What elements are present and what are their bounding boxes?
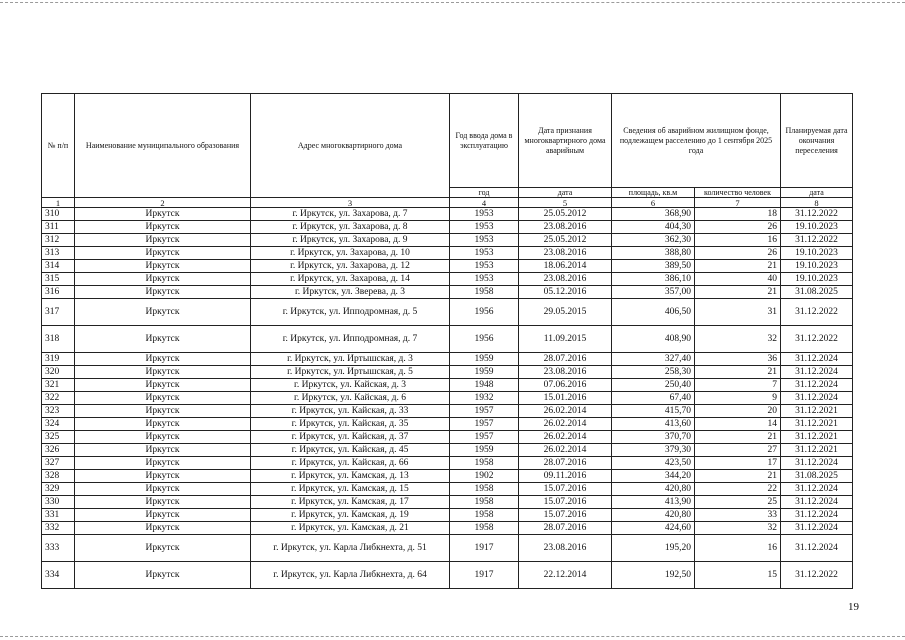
emergency-date-cell: 26.02.2014 [519,418,612,431]
end-date-cell: 31.12.2022 [781,562,853,589]
address-cell: г. Иркутск, ул. Кайская, д. 3 [251,379,450,392]
year-cell: 1932 [450,392,519,405]
row-number: 311 [42,221,75,234]
year-cell: 1959 [450,366,519,379]
table-row [42,483,853,496]
people-count-cell: 20 [695,405,781,418]
municipality-cell: Иркутск [75,392,251,405]
row-number: 327 [42,457,75,470]
column-number: 5 [519,198,612,208]
year-cell: 1917 [450,562,519,589]
area-cell: 424,60 [612,522,695,535]
table-row [42,353,853,366]
municipality-cell: Иркутск [75,535,251,562]
row-number: 326 [42,444,75,457]
emergency-date-cell: 09.11.2016 [519,470,612,483]
address-cell: г. Иркутск, ул. Камская, д. 13 [251,470,450,483]
end-date-cell: 31.12.2024 [781,535,853,562]
table-row [42,221,853,234]
row-number: 330 [42,496,75,509]
table-row [42,273,853,286]
municipality-cell: Иркутск [75,379,251,392]
year-cell: 1958 [450,457,519,470]
end-date-cell: 31.12.2021 [781,405,853,418]
year-cell: 1917 [450,535,519,562]
address-cell: г. Иркутск, ул. Карла Либкнехта, д. 64 [251,562,450,589]
people-count-cell: 33 [695,509,781,522]
year-cell: 1959 [450,353,519,366]
people-count-cell: 18 [695,208,781,221]
people-count-cell: 31 [695,299,781,326]
area-cell: 250,40 [612,379,695,392]
people-count-cell: 22 [695,483,781,496]
people-count-cell: 32 [695,326,781,353]
year-cell: 1956 [450,326,519,353]
emergency-date-cell: 23.08.2016 [519,535,612,562]
year-cell: 1958 [450,286,519,299]
area-cell: 379,30 [612,444,695,457]
subheader-area: площадь, кв.м [612,188,695,198]
address-cell: г. Иркутск, ул. Иртышская, д. 3 [251,353,450,366]
table-row [42,418,853,431]
municipality-cell: Иркутск [75,418,251,431]
municipality-cell: Иркутск [75,483,251,496]
area-cell: 420,80 [612,483,695,496]
header-municipality: Наименование муниципального образования [75,94,251,198]
row-number: 320 [42,366,75,379]
address-cell: г. Иркутск, ул. Захарова, д. 7 [251,208,450,221]
address-cell: г. Иркутск, ул. Зверева, д. 3 [251,286,450,299]
municipality-cell: Иркутск [75,522,251,535]
emergency-date-cell: 15.07.2016 [519,496,612,509]
address-cell: г. Иркутск, ул. Камская, д. 15 [251,483,450,496]
table-row [42,392,853,405]
end-date-cell: 19.10.2023 [781,247,853,260]
year-cell: 1958 [450,496,519,509]
address-cell: г. Иркутск, ул. Камская, д. 19 [251,509,450,522]
row-number: 318 [42,326,75,353]
emergency-date-cell: 15.01.2016 [519,392,612,405]
year-cell: 1948 [450,379,519,392]
people-count-cell: 21 [695,431,781,444]
year-cell: 1958 [450,522,519,535]
municipality-cell: Иркутск [75,457,251,470]
column-number: 3 [251,198,450,208]
address-cell: г. Иркутск, ул. Кайская, д. 66 [251,457,450,470]
emergency-date-cell: 25.05.2012 [519,208,612,221]
subheader-date: дата [519,188,612,198]
table-row [42,366,853,379]
emergency-date-cell: 07.06.2016 [519,379,612,392]
year-cell: 1959 [450,444,519,457]
page-number: 19 [848,601,859,613]
subheader-year: год [450,188,519,198]
address-cell: г. Иркутск, ул. Карла Либкнехта, д. 51 [251,535,450,562]
emergency-date-cell: 23.08.2016 [519,247,612,260]
table-row [42,286,853,299]
people-count-cell: 25 [695,496,781,509]
municipality-cell: Иркутск [75,208,251,221]
end-date-cell: 31.12.2024 [781,522,853,535]
municipality-cell: Иркутск [75,326,251,353]
column-number: 2 [75,198,251,208]
header-fund-info: Сведения об аварийном жилищном фонде, подлежащем расселению до 1 сентября 2025 года [612,94,781,188]
end-date-cell: 31.12.2024 [781,483,853,496]
area-cell: 192,50 [612,562,695,589]
year-cell: 1953 [450,247,519,260]
header-year-built: Год ввода дома в эксплуатацию [450,94,519,188]
municipality-cell: Иркутск [75,470,251,483]
end-date-cell: 31.12.2024 [781,353,853,366]
emergency-housing-table [41,93,853,589]
year-cell: 1953 [450,234,519,247]
municipality-cell: Иркутск [75,299,251,326]
emergency-date-cell: 26.02.2014 [519,431,612,444]
people-count-cell: 36 [695,353,781,366]
end-date-cell: 31.12.2024 [781,392,853,405]
table-row [42,326,853,353]
header-address: Адрес многоквартирного дома [251,94,450,198]
table-row [42,470,853,483]
address-cell: г. Иркутск, ул. Кайская, д. 45 [251,444,450,457]
address-cell: г. Иркутск, ул. Захарова, д. 10 [251,247,450,260]
year-cell: 1957 [450,418,519,431]
header-planned-end: Планируемая дата окончания переселения [781,94,853,188]
column-number: 1 [42,198,75,208]
end-date-cell: 31.08.2025 [781,470,853,483]
end-date-cell: 19.10.2023 [781,221,853,234]
people-count-cell: 7 [695,379,781,392]
table-row [42,431,853,444]
end-date-cell: 31.12.2021 [781,418,853,431]
area-cell: 362,30 [612,234,695,247]
table-row [42,535,853,562]
people-count-cell: 27 [695,444,781,457]
people-count-cell: 40 [695,273,781,286]
end-date-cell: 31.12.2021 [781,431,853,444]
table-body [42,208,853,589]
end-date-cell: 31.12.2022 [781,208,853,221]
table-row [42,457,853,470]
address-cell: г. Иркутск, ул. Захарова, д. 9 [251,234,450,247]
area-cell: 415,70 [612,405,695,418]
row-number: 329 [42,483,75,496]
row-number: 315 [42,273,75,286]
address-cell: г. Иркутск, ул. Кайская, д. 33 [251,405,450,418]
address-cell: г. Иркутск, ул. Захарова, д. 12 [251,260,450,273]
municipality-cell: Иркутск [75,431,251,444]
year-cell: 1953 [450,273,519,286]
year-cell: 1902 [450,470,519,483]
people-count-cell: 17 [695,457,781,470]
table-row [42,562,853,589]
row-number: 334 [42,562,75,589]
table-row [42,260,853,273]
area-cell: 406,50 [612,299,695,326]
address-cell: г. Иркутск, ул. Камская, д. 21 [251,522,450,535]
year-cell: 1953 [450,221,519,234]
year-cell: 1958 [450,483,519,496]
emergency-date-cell: 15.07.2016 [519,509,612,522]
emergency-date-cell: 23.08.2016 [519,273,612,286]
municipality-cell: Иркутск [75,273,251,286]
people-count-cell: 21 [695,286,781,299]
end-date-cell: 31.12.2022 [781,326,853,353]
address-cell: г. Иркутск, ул. Ипподромная, д. 7 [251,326,450,353]
table-row [42,444,853,457]
row-number: 323 [42,405,75,418]
emergency-date-cell: 29.05.2015 [519,299,612,326]
year-cell: 1957 [450,405,519,418]
emergency-date-cell: 23.08.2016 [519,221,612,234]
address-cell: г. Иркутск, ул. Иртышская, д. 5 [251,366,450,379]
end-date-cell: 19.10.2023 [781,273,853,286]
row-number: 322 [42,392,75,405]
year-cell: 1957 [450,431,519,444]
municipality-cell: Иркутск [75,286,251,299]
year-cell: 1953 [450,208,519,221]
municipality-cell: Иркутск [75,353,251,366]
table-row [42,522,853,535]
header-num: № п/п [42,94,75,198]
subheader-end-date: дата [781,188,853,198]
emergency-date-cell: 26.02.2014 [519,444,612,457]
people-count-cell: 14 [695,418,781,431]
address-cell: г. Иркутск, ул. Захарова, д. 14 [251,273,450,286]
column-number: 8 [781,198,853,208]
area-cell: 386,10 [612,273,695,286]
column-number: 6 [612,198,695,208]
table-row [42,247,853,260]
people-count-cell: 32 [695,522,781,535]
area-cell: 195,20 [612,535,695,562]
municipality-cell: Иркутск [75,444,251,457]
area-cell: 368,90 [612,208,695,221]
address-cell: г. Иркутск, ул. Камская, д. 17 [251,496,450,509]
municipality-cell: Иркутск [75,405,251,418]
municipality-cell: Иркутск [75,234,251,247]
scan-edge-bottom [0,636,905,637]
row-number: 333 [42,535,75,562]
municipality-cell: Иркутск [75,260,251,273]
end-date-cell: 31.12.2024 [781,457,853,470]
year-cell: 1956 [450,299,519,326]
emergency-date-cell: 28.07.2016 [519,353,612,366]
area-cell: 389,50 [612,260,695,273]
end-date-cell: 31.12.2024 [781,379,853,392]
end-date-cell: 31.12.2024 [781,366,853,379]
row-number: 317 [42,299,75,326]
area-cell: 408,90 [612,326,695,353]
table-row [42,496,853,509]
end-date-cell: 31.12.2022 [781,234,853,247]
address-cell: г. Иркутск, ул. Кайская, д. 37 [251,431,450,444]
people-count-cell: 9 [695,392,781,405]
end-date-cell: 31.12.2021 [781,444,853,457]
year-cell: 1958 [450,509,519,522]
header-emergency-date: Дата признания многоквартирного дома аварийным [519,94,612,188]
table-row [42,509,853,522]
emergency-date-cell: 23.08.2016 [519,366,612,379]
people-count-cell: 16 [695,535,781,562]
area-cell: 413,60 [612,418,695,431]
end-date-cell: 31.08.2025 [781,286,853,299]
area-cell: 327,40 [612,353,695,366]
emergency-date-cell: 18.06.2014 [519,260,612,273]
municipality-cell: Иркутск [75,247,251,260]
municipality-cell: Иркутск [75,509,251,522]
row-number: 328 [42,470,75,483]
area-cell: 404,30 [612,221,695,234]
end-date-cell: 31.12.2024 [781,496,853,509]
subheader-people: количество человек [695,188,781,198]
area-cell: 388,80 [612,247,695,260]
address-cell: г. Иркутск, ул. Кайская, д. 6 [251,392,450,405]
area-cell: 413,90 [612,496,695,509]
column-number: 4 [450,198,519,208]
area-cell: 258,30 [612,366,695,379]
area-cell: 67,40 [612,392,695,405]
people-count-cell: 21 [695,470,781,483]
row-number: 325 [42,431,75,444]
row-number: 332 [42,522,75,535]
address-cell: г. Иркутск, ул. Ипподромная, д. 5 [251,299,450,326]
municipality-cell: Иркутск [75,562,251,589]
emergency-date-cell: 11.09.2015 [519,326,612,353]
municipality-cell: Иркутск [75,366,251,379]
table-row [42,379,853,392]
emergency-date-cell: 25.05.2012 [519,234,612,247]
municipality-cell: Иркутск [75,496,251,509]
row-number: 314 [42,260,75,273]
end-date-cell: 19.10.2023 [781,260,853,273]
row-number: 316 [42,286,75,299]
emergency-date-cell: 05.12.2016 [519,286,612,299]
column-number: 7 [695,198,781,208]
emergency-date-cell: 26.02.2014 [519,405,612,418]
year-cell: 1953 [450,260,519,273]
area-cell: 344,20 [612,470,695,483]
row-number: 324 [42,418,75,431]
people-count-cell: 15 [695,562,781,589]
table-row [42,208,853,221]
row-number: 331 [42,509,75,522]
area-cell: 357,00 [612,286,695,299]
emergency-date-cell: 28.07.2016 [519,522,612,535]
row-number: 319 [42,353,75,366]
end-date-cell: 31.12.2024 [781,509,853,522]
emergency-date-cell: 28.07.2016 [519,457,612,470]
municipality-cell: Иркутск [75,221,251,234]
address-cell: г. Иркутск, ул. Кайская, д. 35 [251,418,450,431]
row-number: 313 [42,247,75,260]
emergency-date-cell: 22.12.2014 [519,562,612,589]
table-row [42,405,853,418]
area-cell: 370,70 [612,431,695,444]
row-number: 312 [42,234,75,247]
people-count-cell: 21 [695,260,781,273]
scan-edge-top [0,2,905,3]
address-cell: г. Иркутск, ул. Захарова, д. 8 [251,221,450,234]
table-row [42,299,853,326]
people-count-cell: 26 [695,247,781,260]
emergency-date-cell: 15.07.2016 [519,483,612,496]
area-cell: 420,80 [612,509,695,522]
people-count-cell: 26 [695,221,781,234]
area-cell: 423,50 [612,457,695,470]
people-count-cell: 16 [695,234,781,247]
table-row [42,234,853,247]
end-date-cell: 31.12.2022 [781,299,853,326]
people-count-cell: 21 [695,366,781,379]
row-number: 321 [42,379,75,392]
row-number: 310 [42,208,75,221]
